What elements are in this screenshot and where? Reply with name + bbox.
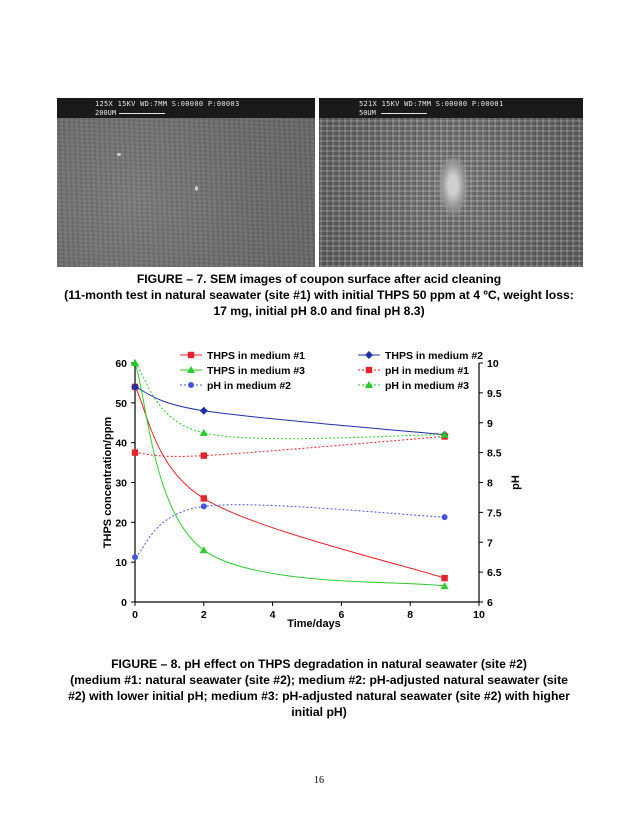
legend-label: THPS in medium #3 (207, 365, 306, 377)
series-5-point (201, 503, 207, 509)
sem-image-125x (57, 98, 315, 267)
y2-tick-label: 6.5 (487, 567, 502, 580)
figure7-line2: (11-month test in natural seawater (site #1) with initial THPS 50 ppm at 4 ºC, weight loss: (64, 288, 574, 302)
y2-tick-label: 7.5 (487, 507, 502, 520)
legend-label: pH in medium #3 (385, 380, 470, 392)
figure8-line2: (medium #1: natural seawater (site #2); medium #2: pH-adjusted natural seawater (site (70, 673, 568, 687)
x-axis-label: Time/days (287, 618, 341, 630)
sem-info-text: 125X 15KV WD:7MM S:00000 P:00003 (95, 100, 240, 108)
legend-label: THPS in medium #1 (207, 350, 306, 362)
surface-speck (117, 153, 121, 156)
x-tick-label: 10 (473, 609, 485, 621)
thps-ph-chart (95, 342, 545, 640)
y2-tick-label: 6 (487, 597, 493, 609)
y-axis-label: THPS concentration/ppm (102, 416, 114, 549)
series-2-point (200, 407, 208, 415)
legend-marker (188, 352, 194, 358)
y2-axis-label: pH (510, 475, 522, 490)
figure7-caption (0, 271, 638, 319)
figure8-line3: #2) with lower initial pH; medium #3: pH-adjusted natural seawater (site #2) with higher (68, 689, 570, 703)
x-tick-label: 4 (269, 609, 276, 621)
series-1-line (135, 387, 445, 578)
x-tick-label: 0 (132, 609, 138, 621)
x-tick-label: 8 (407, 609, 414, 621)
y-tick-label: 0 (121, 597, 127, 609)
y2-tick-label: 9 (487, 417, 493, 430)
figure7-line3: 17 mg, initial pH 8.0 and final pH 8.3) (213, 304, 425, 318)
legend-label: THPS in medium #2 (385, 350, 484, 362)
y2-tick-label: 8 (487, 477, 493, 490)
legend-marker (366, 367, 372, 373)
y2-tick-label: 9.5 (487, 387, 502, 400)
y2-tick-label: 8.5 (487, 447, 502, 460)
series-5-point (442, 514, 448, 520)
series-1-point (441, 575, 447, 581)
series-3-line (135, 363, 445, 586)
series-4-point (201, 452, 207, 458)
sem-scale-label: 50UM (359, 109, 376, 117)
series-6-point (200, 429, 208, 436)
surface-speck (195, 186, 198, 191)
series-1-point (201, 495, 207, 501)
figure8-line4: initial pH) (291, 705, 347, 719)
y-tick-label: 10 (115, 557, 127, 570)
sem-scale-bar (119, 113, 165, 114)
series-4-point (132, 449, 138, 455)
series-4-line (135, 436, 445, 456)
y-tick-label: 20 (115, 517, 127, 530)
legend-label: pH in medium #2 (207, 380, 292, 392)
legend-marker (365, 351, 373, 359)
sem-scale-bar (381, 113, 427, 114)
figure8-caption (0, 656, 638, 720)
x-tick-label: 2 (200, 609, 207, 621)
corrosion-pit-feature (437, 158, 469, 218)
y2-tick-label: 7 (487, 537, 493, 550)
y-tick-label: 50 (115, 397, 127, 410)
y-tick-label: 40 (115, 437, 127, 450)
series-5-line (135, 505, 445, 557)
page-number: 16 (314, 775, 324, 786)
legend-label: pH in medium #1 (385, 365, 470, 377)
sem-info-text: 521X 15KV WD:7MM S:00000 P:00001 (359, 100, 504, 108)
legend-marker (188, 382, 194, 388)
figure7-title: FIGURE – 7. SEM images of coupon surface after acid cleaning (136, 272, 502, 286)
x-tick-label: 6 (338, 609, 345, 621)
figure8-title: FIGURE – 8. pH effect on THPS degradation in natural seawater (site #2) (111, 657, 527, 671)
sem-scale-label: 200UM (95, 109, 117, 117)
series-5-point (132, 554, 138, 560)
series-3-point (200, 546, 208, 553)
y2-tick-label: 10 (487, 358, 499, 370)
sem-image-521x (319, 98, 583, 267)
series-2-line (135, 387, 445, 435)
y-tick-label: 60 (115, 358, 127, 370)
y-tick-label: 30 (115, 477, 127, 490)
